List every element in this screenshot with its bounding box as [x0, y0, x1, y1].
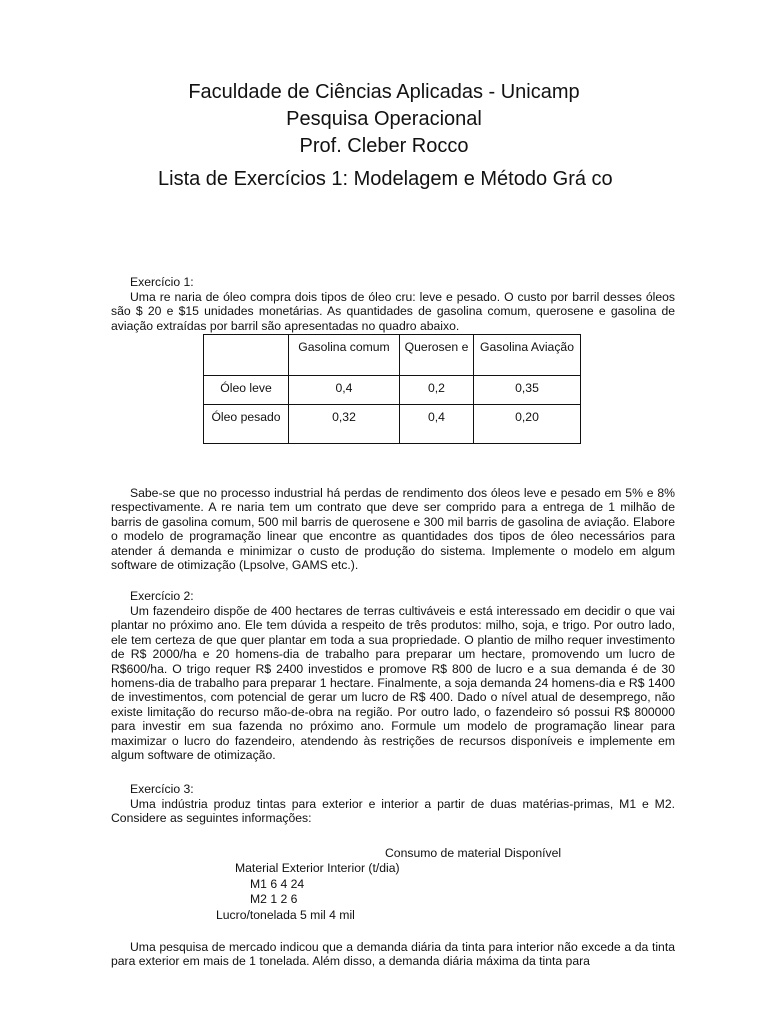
exercise-3-intro [111, 797, 675, 826]
table-header-cell: Gasolina Aviação [474, 335, 581, 376]
table-cell: 0,4 [400, 405, 474, 444]
exercise-3-title: Exercício 3: [130, 782, 194, 796]
oil-yield-table [203, 334, 581, 444]
table-cell: 0,32 [289, 405, 400, 444]
exercise-3-intro-text: Uma indústria produz tintas para exterior e interior a partir de duas matérias-primas, M1 e M2. Considere as seguintes informações: [111, 797, 675, 826]
table-header-cell: Querosen e [400, 335, 474, 376]
table-cell: 0,4 [289, 376, 400, 405]
exercise-2-title: Exercício 2: [130, 589, 194, 603]
consumption-row-header: Material Exterior Interior (t/dia) [235, 861, 400, 875]
course-title: Pesquisa Operacional [286, 108, 482, 130]
table-cell: Óleo pesado [204, 405, 289, 444]
table-cell: 0,2 [400, 376, 474, 405]
exercise-1-body [111, 486, 675, 572]
table-header-row [204, 335, 581, 376]
consumption-header: Consumo de material Disponível [385, 846, 562, 860]
list-title: Lista de Exercícios 1: Modelagem e Método Grá co [158, 168, 613, 190]
table-header-cell: Gasolina comum [289, 335, 400, 376]
exercise-1-title: Exercício 1: [130, 275, 194, 289]
table-cell: Óleo leve [204, 376, 289, 405]
exercise-2-body-text: Um fazendeiro dispõe de 400 hectares de terras cultiváveis e está interessado em decidir o que vai plantar no próximo ano. Ele tem dúvida a respeito de três produtos: milho, soja, e trigo. Por outro lado, ele tem certeza de que quer plantar em toda a sua propriedade. O plantio de milho requer investimento de R$ 2000/ha e 20 homens-dia de trabalho para preparar um hectare, promovendo um lucro de R$600/ha. O trigo requer R$ 2400 investidos e promove R$ 800 de lucro e a sua demanda é de 30 homens-dia de trabalho para preparar 1 hectare. Finalmente, a soja demanda 24 homens-dia e R$ 1400 de investimentos, com potencial de gerar um lucro de R$ 400. Dado o nível atual de desemprego, não existe limitação do recurso mão-de-obra na região. Por outro lado, o fazendeiro só possui R$ 800000 para investir em sua fazenda no próximo ano. Formule um modelo de programação linear para maximizar o lucro do fazendeiro, atendendo às restrições de recursos disponíveis e implemente em algum software de otimização. [111, 604, 675, 763]
professor-name: Prof. Cleber Rocco [299, 135, 469, 157]
exercise-1-intro [111, 290, 675, 333]
table-cell: 0,35 [474, 376, 581, 405]
exercise-3-body-text: Uma pesquisa de mercado indicou que a demanda diária da tinta para interior não excede a da tinta para exterior em mais de 1 tonelada. Além disso, a demanda diária máxima da tinta para [111, 940, 675, 969]
consumption-row-m2: M2 1 2 6 [250, 892, 298, 906]
exercise-2-body [111, 604, 675, 762]
exercise-3-body [111, 940, 675, 969]
table-row [204, 405, 581, 444]
consumption-row-m1: M1 6 4 24 [250, 877, 305, 891]
table-cell: 0,20 [474, 405, 581, 444]
table-header-cell [204, 335, 289, 376]
institution-title: Faculdade de Ciências Aplicadas - Unicamp [188, 81, 580, 103]
exercise-1-intro-text: Uma re naria de óleo compra dois tipos de óleo cru: leve e pesado. O custo por barril desses óleos são $ 20 e $15 unidades monetárias. As quantidades de gasolina comum, querosene e gasolina de aviação extraídas por barril são apresentadas no quadro abaixo. [111, 290, 675, 333]
consumption-row-profit: Lucro/tonelada 5 mil 4 mil [216, 908, 355, 922]
table-row [204, 376, 581, 405]
exercise-1-body-text: Sabe-se que no processo industrial há perdas de rendimento dos óleos leve e pesado em 5% e 8% respectivamente. A re naria tem um contrato que deve ser comprido para a entrega de 1 milhão de barris de gasolina comum, 500 mil barris de querosene e 300 mil barris de gasolina de aviação. Elabore o modelo de programação linear que encontre as quantidades dos tipos de óleo necessários para atender á demanda e minimizar o custo de produção do sistema. Implemente o modelo em algum software de otimização (Lpsolve, GAMS etc.). [111, 486, 675, 573]
